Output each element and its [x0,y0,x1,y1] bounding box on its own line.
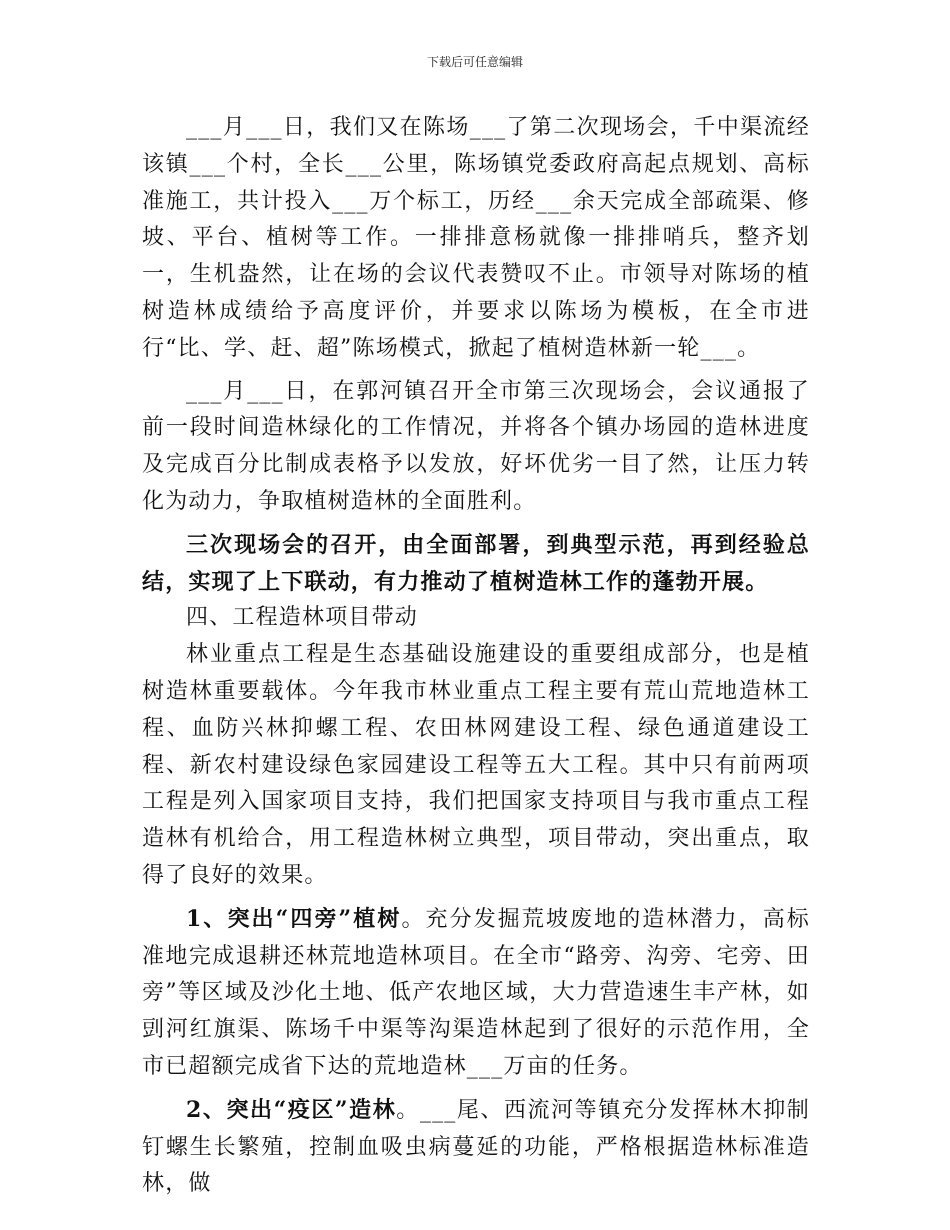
item-2-text: 。___尾、西流河等镇充分发挥林木抑制钉螺生长繁殖，控制血吸虫病蔓延的功能，严格根据造林标准造林，做 [142,1097,810,1197]
paragraph-item-2 [142,1092,810,1203]
item-1-text: 。充分发掘荒坡废地的造林潜力，高标准地完成退耕还林荒地造林项目。在全市“路旁、沟旁、宅旁、田旁”等区域及沙化土地、低产农地区域，大力营造速生丰产林，如剅河红旗渠、陈场千中渠等沟渠造林起到了很好的示范作用，全市已超额完成省下达的荒地造林___万亩的任务。 [142,906,810,1079]
paragraph-item-1 [142,901,810,1086]
download-note: 下载后可任意编辑 [426,55,523,69]
paragraph-key-projects: 林业重点工程是生态基础设施建设的重要组成部分，也是植树造林重要载体。今年我市林业重点工程主要有荒山荒地造林工程、血防兴林抑螺工程、农田林网建设工程、绿色通道建设工程、新农村建设绿色家园建设工程等五大工程。其中只有前两项工程是列入国家项目支持，我们把国家支持项目与我市重点工程造林有机给合，用工程造林树立典型，项目带动，突出重点，取得了良好的效果。 [142,642,810,888]
paragraph-summary: 三次现场会的召开，由全面部署，到典型示范，再到经验总结，实现了上下联动，有力推动了植树造林工作的蓬勃开展。 [142,531,810,595]
document-body [142,110,810,1203]
item-2-lead: 2、突出“疫区”造林 [186,1096,397,1123]
section-heading-4: 四、工程造林项目带动 [186,605,419,631]
paragraph-third-meeting: ___月___日，在郭河镇召开全市第三次现场会，会议通报了前一段时间造林绿化的工作情况，并将各个镇办场园的造林进度及完成百分比制成表格予以发放，好坏优劣一目了然，让压力转化为动力，争取植树造林的全面胜利。 [142,378,810,514]
item-1-lead: 1、突出“四旁”植树 [186,905,402,932]
paragraph-second-meeting: ___月___日，我们又在陈场___了第二次现场会，千中渠流经该镇___个村，全长___公里，陈场镇党委政府高起点规划、高标准施工，共计投入___万个标工，历经___余天完成全部疏渠、修坡、平台、植树等工作。一排排意杨就像一排排哨兵，整齐划一，生机盎然，让在场的会议代表赞叹不止。市领导对陈场的植树造林成绩给予高度评价，并要求以陈场为模板，在全市进行“比、学、赶、超”陈场模式，掀起了植树造林新一轮___。 [142,115,810,361]
